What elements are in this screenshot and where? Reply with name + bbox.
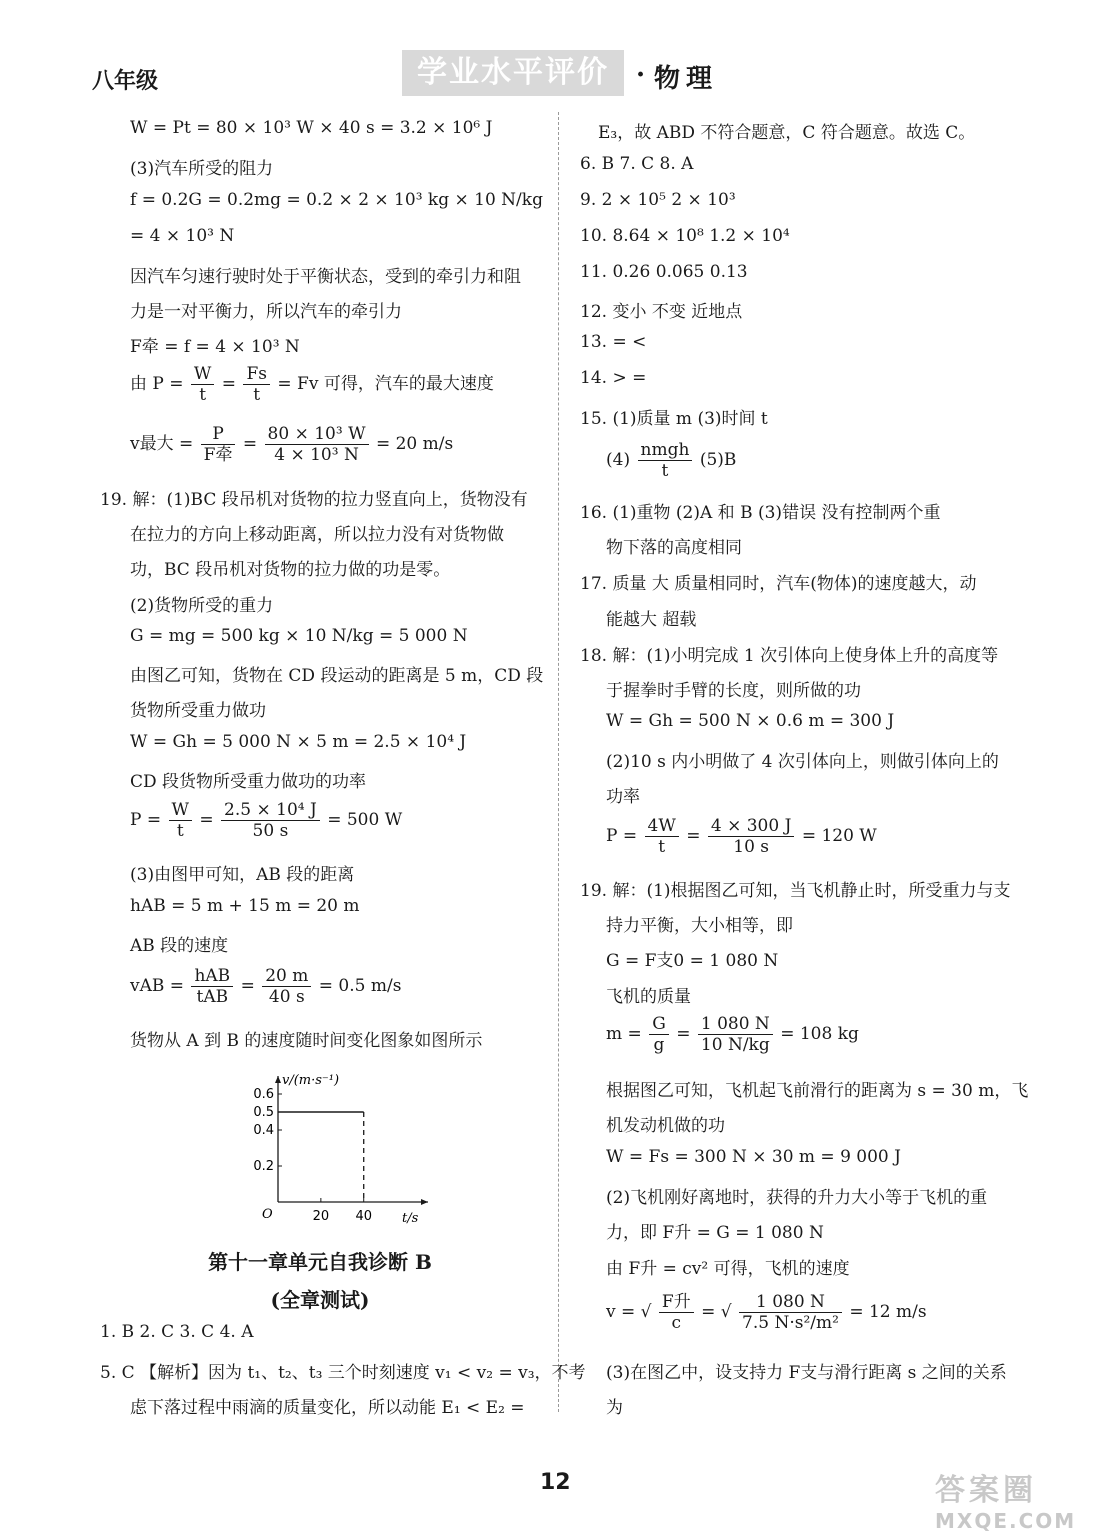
formula-text: = 20 m/s [375,434,454,454]
velocity-time-graph [250,1066,440,1226]
text-line: W = Gh = 500 N × 0.6 m = 300 J [606,711,895,731]
text-line: 12. 变小 不变 近地点 [580,302,743,322]
denominator: 4 × 10³ N [274,445,359,465]
formula-text: = 0.5 m/s [318,976,402,996]
numerator: F升 [659,1292,694,1313]
y-tick-label: 0.2 [253,1159,274,1174]
denominator: t [658,837,666,857]
denominator: t [253,385,261,405]
formula-line [130,364,494,405]
text-line: 15. (1)质量 m (3)时间 t [580,409,768,429]
numerator: G [649,1014,669,1035]
text-line: 功，BC 段吊机对货物的拉力做的功是零。 [130,560,451,580]
formula-line [130,424,453,465]
text-line: 10. 8.64 × 10⁸ 1.2 × 10⁴ [580,226,790,246]
formula-text: v = √ [606,1302,652,1322]
numerator: nmgh [638,440,693,461]
text-line: 根据图乙可知，飞机起飞前滑行的距离为 s = 30 m，飞 [606,1081,1029,1101]
formula-line [606,440,736,481]
text-line: 力是一对平衡力，所以汽车的牵引力 [130,302,402,322]
text-line: G = mg = 500 kg × 10 N/kg = 5 000 N [130,626,468,646]
watermark-text: 答案圈 [935,1473,1037,1508]
watermark-url: MXQE.COM [935,1509,1077,1533]
origin-label: O [262,1207,273,1222]
formula-text: m = [606,1024,642,1044]
text-line: 11. 0.26 0.065 0.13 [580,262,748,282]
text-line: 于握拳时手臂的长度，则所做的功 [606,681,861,701]
text-line: (3)在图乙中，设支持力 F支与滑行距离 s 之间的关系 [606,1363,1007,1383]
subject-title: 物理 [654,64,719,94]
text-line: (3)由图甲可知，AB 段的距离 [130,865,355,885]
formula-text: = 12 m/s [849,1302,927,1322]
formula-text: = [199,810,214,830]
text-line: 14. > = [580,368,647,388]
fraction [191,364,214,405]
text-line: F牵 = f = 4 × 10³ N [130,337,300,357]
fraction [262,966,311,1007]
formula-text: vAB = [130,976,185,996]
formula-text: (5)B [699,450,737,470]
formula-text: P = [130,810,162,830]
fraction [649,1014,669,1055]
fraction [169,800,192,841]
text-line: 16. (1)重物 (2)A 和 B (3)错误 没有控制两个重 [580,503,941,523]
formula-line [606,1292,927,1333]
text-line: 1. B 2. C 3. C 4. A [100,1322,254,1342]
y-tick-label: 0.6 [253,1087,274,1102]
fraction [265,424,369,465]
denominator: 10 N/kg [700,1035,770,1055]
denominator: 50 s [252,821,289,841]
text-line: AB 段的速度 [130,936,229,956]
fraction [659,1292,694,1333]
grade-label: 八年级 [92,68,159,94]
text-line: 由图乙可知，货物在 CD 段运动的距离是 5 m，CD 段 [130,666,544,686]
formula-text: = Fv 可得，汽车的最大速度 [277,374,494,394]
formula-text: = √ [701,1302,732,1322]
text-line: 6. B 7. C 8. A [580,154,694,174]
y-axis-label: v/(m·s⁻¹) [282,1073,340,1088]
fraction [645,816,679,857]
text-line: 虑下落过程中雨滴的质量变化，所以动能 E₁ < E₂ = [130,1398,525,1418]
x-tick-label: 40 [355,1209,372,1224]
text-line: (2)货物所受的重力 [130,596,274,616]
text-line: 因汽车匀速行驶时处于平衡状态，受到的牵引力和阻 [130,267,521,287]
text-line: 持力平衡，大小相等，即 [606,916,793,936]
denominator: F牵 [203,445,233,465]
text-line: hAB = 5 m + 15 m = 20 m [130,896,360,916]
denominator: t [199,385,207,405]
formula-text: = [242,434,258,454]
page-number: 12 [540,1470,571,1495]
brand-banner: 学业水平评价 [402,50,624,96]
formula-line [606,1014,859,1055]
text-line: W = Pt = 80 × 10³ W × 40 s = 3.2 × 10⁶ J [130,118,493,138]
formula-text: = [676,1024,691,1044]
formula-text: = [686,826,701,846]
x-axis-arrow [421,1199,428,1205]
text-line: 物下落的高度相同 [606,538,742,558]
fraction [243,364,270,405]
denominator: t [176,821,184,841]
text-line: G = F支0 = 1 080 N [606,951,779,971]
numerator: hAB [191,966,233,987]
text-line: 能越大 超载 [606,610,697,630]
text-line: CD 段货物所受重力做功的功率 [130,772,367,792]
text-line: f = 0.2G = 0.2mg = 0.2 × 2 × 10³ kg × 10 N/kg [130,190,543,210]
column-divider [558,112,560,1412]
title-bullet: · [636,60,646,90]
text-line: W = Gh = 5 000 N × 5 m = 2.5 × 10⁴ J [130,732,467,752]
watermark-logo [935,1465,1084,1533]
text-line: 机发动机做的功 [606,1116,725,1136]
text-line: 由 F升 = cv² 可得，飞机的速度 [606,1259,850,1279]
section-title: 第十一章单元自我诊断 B [208,1250,432,1274]
fraction [191,966,233,1007]
text-line: 5. C 【解析】因为 t₁、t₂、t₃ 三个时刻速度 v₁ < v₂ = v₃，不考 [100,1363,586,1383]
text-line: 在拉力的方向上移动距离，所以拉力没有对货物做 [130,525,504,545]
text-line: 力，即 F升 = G = 1 080 N [606,1223,824,1243]
x-axis-label: t/s [402,1211,419,1226]
text-line: 为 [606,1398,623,1418]
fraction [698,1014,773,1055]
denominator: 10 s [733,837,770,857]
formula-line [130,966,401,1007]
numerator: W [169,800,192,821]
text-line: 13. = < [580,332,647,352]
formula-line [130,800,402,841]
text-line: (3)汽车所受的阻力 [130,159,274,179]
formula-line [606,816,877,857]
text-line: = 4 × 10³ N [130,226,235,246]
text-line: (2)飞机刚好离地时，获得的升力大小等于飞机的重 [606,1188,988,1208]
text-line: 18. 解：(1)小明完成 1 次引体向上使身体上升的高度等 [580,646,999,666]
y-axis-arrow [275,1076,281,1083]
numerator: 4W [645,816,679,837]
text-line: 货物所受重力做功 [130,701,266,721]
text-line: 17. 质量 大 质量相同时，汽车(物体)的速度越大，动 [580,574,977,594]
text-line: 飞机的质量 [606,987,691,1007]
formula-text: v最大 = [130,434,194,454]
fraction [708,816,795,857]
fraction [638,440,693,481]
numerator: Fs [243,364,270,385]
denominator: c [671,1313,682,1333]
formula-text: = [240,976,255,996]
text-line: W = Fs = 300 N × 30 m = 9 000 J [606,1147,901,1167]
numerator: 80 × 10³ W [265,424,369,445]
fraction [201,424,236,465]
denominator: t [661,461,669,481]
text-line: (2)10 s 内小明做了 4 次引体向上，则做引体向上的 [606,752,999,772]
formula-text: (4) [606,450,631,470]
y-tick-label: 0.4 [253,1123,274,1138]
text-line: E₃，故 ABD 不符合题意，C 符合题意。故选 C。 [598,123,976,143]
formula-text: = 120 W [801,826,877,846]
formula-text: P = [606,826,638,846]
text-line: 9. 2 × 10⁵ 2 × 10³ [580,190,736,210]
denominator: g [653,1035,665,1055]
denominator: 40 s [268,987,305,1007]
numerator: P [201,424,236,445]
numerator: 2.5 × 10⁴ J [221,800,320,821]
y-tick-label: 0.5 [253,1105,274,1120]
numerator: 20 m [262,966,311,987]
formula-text: = 108 kg [780,1024,859,1044]
fraction [221,800,320,841]
fraction [739,1292,842,1333]
text-line: 19. 解：(1)根据图乙可知，当飞机静止时，所受重力与支 [580,881,1011,901]
x-tick-label: 20 [312,1209,330,1224]
text-line: 功率 [606,787,640,807]
formula-text: = [221,374,237,394]
denominator: tAB [196,987,229,1007]
formula-text: = 500 W [327,810,403,830]
numerator: W [191,364,214,385]
text-line: 货物从 A 到 B 的速度随时间变化图象如图所示 [130,1031,483,1051]
denominator: 7.5 N·s²/m² [742,1313,839,1333]
section-subtitle: (全章测试) [270,1288,370,1312]
text-line: 19. 解：(1)BC 段吊机对货物的拉力竖直向上，货物没有 [100,490,528,510]
formula-text: 由 P = [130,374,184,394]
numerator: 1 080 N [698,1014,773,1035]
numerator: 4 × 300 J [708,816,795,837]
numerator: 1 080 N [739,1292,842,1313]
